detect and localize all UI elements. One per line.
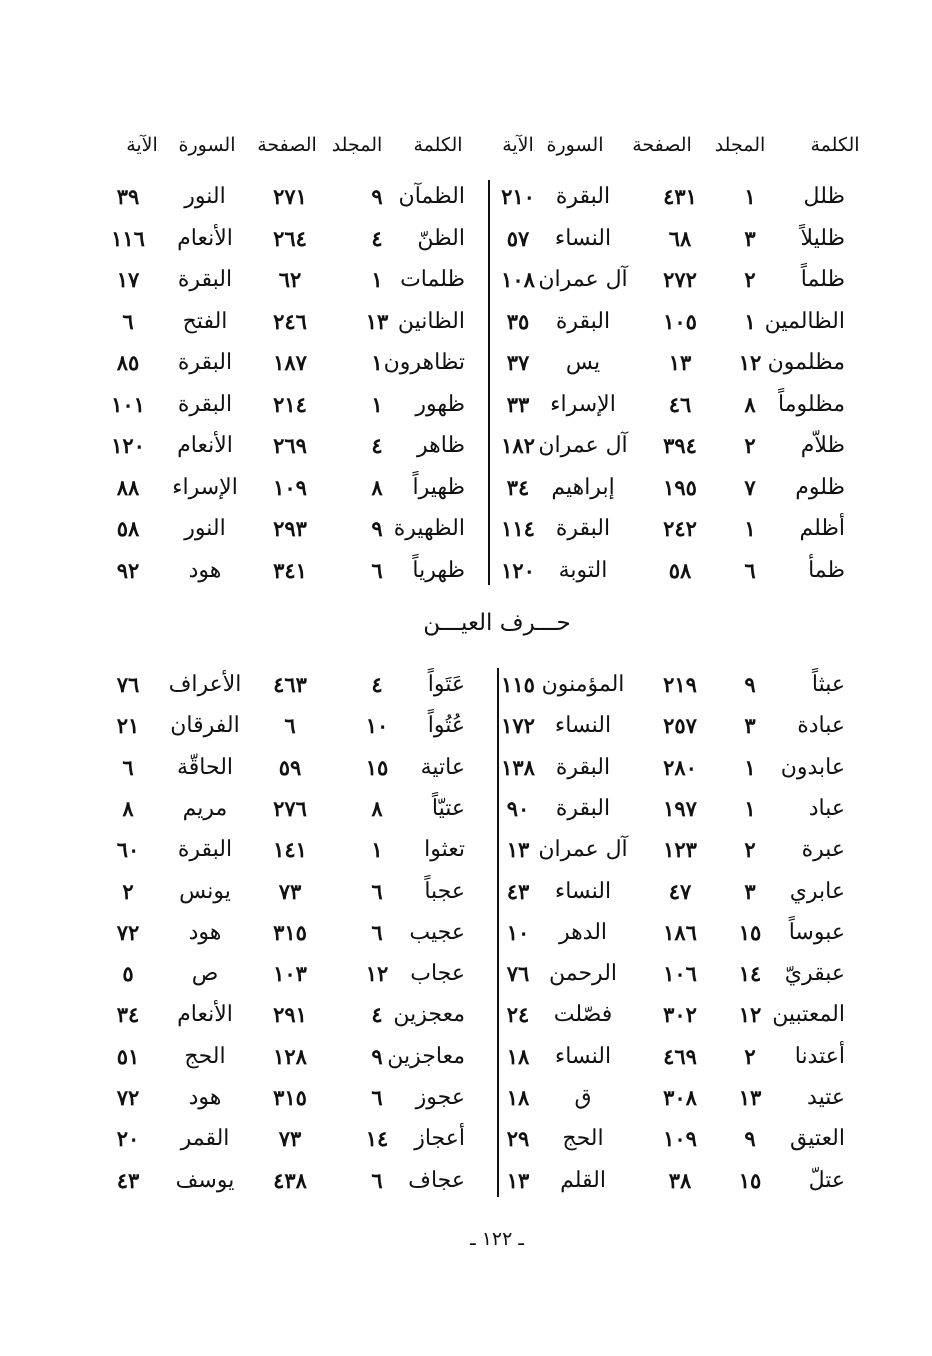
- cell-right-ayah: ٧٦: [506, 961, 530, 987]
- cell-left-ayah: ٨٥: [116, 350, 140, 375]
- cell-right-volume: ٣: [744, 878, 756, 904]
- cell-left-surah: الأنعام: [177, 433, 233, 458]
- cell-left-volume: ٨: [371, 795, 383, 821]
- cell-right-volume: ١٢: [738, 350, 762, 375]
- cell-right-ayah: ٣٧: [506, 350, 530, 375]
- cell-right-surah: يس: [565, 350, 601, 375]
- cell-left-volume: ١: [371, 391, 383, 417]
- cell-right-page: ١٨٦: [663, 919, 697, 945]
- cell-right-page: ٤٧: [668, 878, 692, 904]
- cell-left-surah: البقرة: [177, 391, 233, 417]
- cell-right-surah: البقرة: [555, 516, 611, 541]
- cell-left-volume: ٦: [371, 1167, 383, 1193]
- cell-right-surah: الرحمن: [548, 961, 618, 987]
- cell-right-ayah: ١٠: [506, 919, 530, 945]
- cell-right-page: ١٣: [668, 350, 692, 375]
- header-right-page: الصفحة: [632, 134, 692, 156]
- cell-left-surah: مريم: [182, 795, 228, 821]
- cell-right-surah: المؤمنون: [541, 672, 625, 697]
- cell-right-word: عبثاً: [811, 672, 845, 697]
- cell-left-ayah: ١٢٠: [111, 433, 145, 458]
- cell-left-word: الظمآن: [398, 184, 465, 209]
- cell-left-word: الظنّ: [417, 225, 465, 251]
- cell-left-surah: الأعراف: [168, 672, 242, 697]
- cell-right-surah: البقرة: [555, 308, 611, 334]
- cell-right-volume: ٢: [744, 837, 756, 863]
- cell-left-surah: الحاقّة: [176, 754, 234, 780]
- cell-right-page: ٥٨: [668, 557, 692, 583]
- cell-left-volume: ١: [371, 267, 383, 292]
- cell-right-surah: الحج: [562, 1126, 604, 1152]
- cell-right-ayah: ١٨٢: [501, 433, 535, 458]
- cell-right-surah: النساء: [554, 225, 612, 251]
- cell-right-ayah: ٣٣: [506, 391, 530, 417]
- header-left-surah: السورة: [178, 134, 236, 156]
- cell-right-surah: التوبة: [558, 557, 608, 583]
- cell-left-word: عاتية: [420, 754, 465, 780]
- cell-right-volume: ٢: [744, 267, 756, 292]
- cell-left-page: ٢٦٤: [273, 225, 307, 251]
- cell-left-word: أعجاز: [414, 1126, 465, 1152]
- cell-right-ayah: ٣٤: [506, 474, 530, 500]
- cell-left-surah: الفرقان: [170, 713, 240, 739]
- cell-left-volume: ١: [371, 350, 383, 375]
- cell-left-page: ٤٦٣: [273, 672, 307, 697]
- cell-right-page: ٢٨٠: [663, 754, 697, 780]
- cell-left-word: عجباً: [424, 878, 465, 904]
- cell-right-volume: ١٣: [738, 1085, 762, 1110]
- cell-left-page: ١٤١: [273, 837, 307, 863]
- cell-left-volume: ١٤: [365, 1126, 389, 1152]
- cell-left-surah: هود: [188, 557, 222, 583]
- cell-left-word: معجزين: [393, 1002, 465, 1028]
- cell-right-volume: ٣: [744, 225, 756, 251]
- cell-left-word: عَتَواً: [427, 672, 465, 697]
- cell-left-surah: يوسف: [175, 1167, 235, 1193]
- cell-left-page: ٢٧١: [273, 184, 307, 209]
- cell-left-volume: ٦: [371, 919, 383, 945]
- cell-left-ayah: ٦٠: [116, 837, 140, 863]
- cell-left-ayah: ٤٣: [116, 1167, 140, 1193]
- cell-right-page: ١٩٧: [663, 795, 697, 821]
- cell-left-surah: البقرة: [177, 350, 233, 375]
- cell-left-volume: ١: [371, 837, 383, 863]
- cell-right-page: ٢٥٧: [663, 713, 697, 739]
- cell-right-volume: ١: [744, 308, 756, 334]
- cell-right-volume: ٣: [744, 713, 756, 739]
- cell-left-ayah: ١٧: [116, 267, 140, 292]
- cell-left-page: ٦: [284, 713, 296, 739]
- cell-right-word: ظلوم: [795, 474, 845, 500]
- cell-left-volume: ١٢: [365, 961, 389, 987]
- cell-right-word: ظلاّم: [800, 433, 845, 458]
- cell-left-page: ٤٣٨: [273, 1167, 307, 1193]
- cell-left-word: الظانين: [397, 308, 465, 334]
- cell-left-ayah: ٥: [122, 961, 134, 987]
- cell-left-word: عجاف: [408, 1167, 465, 1193]
- cell-left-ayah: ٥٨: [116, 516, 140, 541]
- cell-right-word: الظالمين: [764, 308, 845, 334]
- cell-right-ayah: ١٢٠: [501, 557, 535, 583]
- cell-right-surah: آل عمران: [538, 837, 628, 863]
- cell-right-word: ظلماً: [800, 267, 845, 292]
- cell-right-page: ١٩٥: [663, 474, 697, 500]
- cell-right-volume: ٢: [744, 1043, 756, 1069]
- cell-left-surah: الإسراء: [172, 474, 238, 500]
- cell-right-word: عابدون: [780, 754, 845, 780]
- cell-left-surah: القمر: [180, 1126, 230, 1152]
- cell-left-volume: ١٠: [365, 713, 389, 739]
- cell-right-volume: ١: [744, 795, 756, 821]
- cell-left-page: ٧٣: [278, 878, 302, 904]
- cell-left-word: معاجزين: [387, 1043, 465, 1069]
- cell-right-word: ظليلاً: [800, 225, 845, 251]
- cell-right-volume: ٦: [744, 557, 756, 583]
- header-right-volume: المجلد: [714, 134, 766, 156]
- cell-right-ayah: ٩٠: [506, 795, 530, 821]
- cell-right-page: ١٠٩: [663, 1126, 697, 1152]
- section-title: حـــرف العيـــن: [423, 610, 571, 636]
- cell-left-volume: ١٣: [365, 308, 389, 334]
- cell-left-volume: ٦: [371, 557, 383, 583]
- column-divider: [488, 180, 490, 585]
- cell-left-ayah: ٩٢: [116, 557, 140, 583]
- cell-right-word: عابري: [789, 878, 845, 904]
- cell-right-page: ٦٨: [668, 225, 692, 251]
- cell-right-page: ٢١٩: [663, 672, 697, 697]
- cell-right-page: ٢٤٢: [663, 516, 697, 541]
- cell-left-volume: ٩: [371, 1043, 383, 1069]
- cell-right-ayah: ١١٥: [501, 672, 535, 697]
- cell-left-page: ٣١٥: [273, 1085, 307, 1110]
- cell-left-volume: ٩: [371, 516, 383, 541]
- cell-right-word: العتيق: [789, 1126, 845, 1152]
- cell-right-ayah: ١٠٨: [501, 267, 535, 292]
- cell-right-ayah: ١٧٢: [501, 713, 535, 739]
- cell-left-ayah: ٢١: [116, 713, 140, 739]
- cell-left-word: عُتُواً: [427, 713, 465, 739]
- cell-right-word: عباد: [808, 795, 845, 821]
- header-right-word: الكلمة: [810, 134, 860, 156]
- cell-left-page: ٢٧٦: [273, 795, 307, 821]
- cell-left-ayah: ٧٢: [116, 1085, 140, 1110]
- cell-left-volume: ٤: [371, 225, 383, 251]
- cell-right-ayah: ١١٤: [501, 516, 535, 541]
- header-right-surah: السورة: [546, 134, 604, 156]
- cell-left-surah: ص: [191, 961, 219, 987]
- cell-right-page: ٤٦: [668, 391, 692, 417]
- cell-left-page: ٢١٤: [273, 391, 307, 417]
- cell-right-page: ٣٩٤: [663, 433, 697, 458]
- cell-left-word: تظاهرون: [383, 350, 465, 375]
- cell-right-surah: البقرة: [555, 795, 611, 821]
- cell-left-page: ٦٢: [278, 267, 302, 292]
- cell-left-page: ٧٣: [278, 1126, 302, 1152]
- cell-left-volume: ٦: [371, 878, 383, 904]
- cell-right-volume: ١: [744, 754, 756, 780]
- cell-right-ayah: ٢٩: [506, 1126, 530, 1152]
- cell-right-page: ١٠٥: [663, 308, 697, 334]
- cell-right-volume: ٩: [744, 1126, 756, 1152]
- cell-left-volume: ٤: [371, 1002, 383, 1028]
- cell-right-page: ٣٠٢: [663, 1002, 697, 1028]
- cell-right-ayah: ٢٤: [506, 1002, 530, 1028]
- header-left-page: الصفحة: [257, 134, 317, 156]
- cell-right-volume: ١٥: [738, 919, 762, 945]
- cell-left-surah: الفتح: [182, 308, 228, 334]
- cell-right-word: مظلمون: [767, 350, 845, 375]
- cell-left-page: ٢٩١: [273, 1002, 307, 1028]
- cell-right-surah: النساء: [554, 878, 612, 904]
- header-right-ayah: الآية: [502, 134, 534, 156]
- cell-left-page: ٢٤٦: [273, 308, 307, 334]
- cell-right-volume: ١: [744, 184, 756, 209]
- cell-right-volume: ٢: [744, 433, 756, 458]
- cell-left-word: عجوز: [415, 1085, 465, 1110]
- cell-right-word: عبادة: [797, 713, 845, 739]
- cell-right-volume: ١٥: [738, 1167, 762, 1193]
- cell-left-ayah: ٧٢: [116, 919, 140, 945]
- cell-right-word: ظلل: [803, 184, 845, 209]
- cell-right-surah: آل عمران: [538, 267, 628, 292]
- cell-left-surah: البقرة: [177, 267, 233, 292]
- cell-left-surah: الأنعام: [177, 225, 233, 251]
- cell-right-word: عبرة: [801, 837, 845, 863]
- cell-left-word: تعثوا: [424, 837, 465, 863]
- cell-left-surah: هود: [188, 1085, 222, 1110]
- column-divider: [497, 668, 499, 1197]
- cell-left-word: عتيّاً: [431, 795, 465, 821]
- cell-left-surah: يونس: [179, 878, 231, 904]
- cell-right-surah: النساء: [554, 1043, 612, 1069]
- cell-right-word: أظلم: [799, 516, 845, 541]
- cell-left-page: ١٠٣: [273, 961, 307, 987]
- cell-left-ayah: ١٠١: [111, 391, 145, 417]
- cell-right-word: عتلّ: [808, 1167, 845, 1193]
- cell-left-surah: الأنعام: [177, 1002, 233, 1028]
- cell-right-ayah: ٣٥: [506, 308, 530, 334]
- cell-left-surah: البقرة: [177, 837, 233, 863]
- cell-left-page: ٥٩: [278, 754, 302, 780]
- cell-left-surah: النور: [184, 184, 226, 209]
- cell-right-volume: ٧: [744, 474, 756, 500]
- cell-right-ayah: ٢١٠: [501, 184, 535, 209]
- cell-left-surah: النور: [184, 516, 226, 541]
- cell-left-ayah: ٦: [122, 308, 134, 334]
- cell-right-surah: النساء: [554, 713, 612, 739]
- cell-left-page: ٢٦٩: [273, 433, 307, 458]
- cell-left-page: ١٢٨: [273, 1043, 307, 1069]
- page-number: ـ ١٢٢ ـ: [470, 1228, 524, 1250]
- cell-right-ayah: ١٨: [506, 1043, 530, 1069]
- cell-left-word: الظهيرة: [393, 516, 465, 541]
- cell-right-surah: الدهر: [558, 919, 608, 945]
- cell-left-word: ظهور: [415, 391, 465, 417]
- cell-left-volume: ٦: [371, 1085, 383, 1110]
- cell-right-word: مظلوماً: [778, 391, 845, 417]
- cell-left-volume: ٤: [371, 672, 383, 697]
- cell-right-ayah: ١٣: [506, 837, 530, 863]
- cell-right-surah: إبراهيم: [551, 474, 615, 500]
- cell-right-page: ٤٣١: [663, 184, 697, 209]
- cell-right-page: ٢٧٢: [663, 267, 697, 292]
- cell-left-word: ظلمات: [400, 267, 465, 292]
- cell-left-word: ظهيراً: [412, 474, 465, 500]
- cell-right-page: ٣٨: [668, 1167, 692, 1193]
- cell-left-ayah: ٦: [122, 754, 134, 780]
- cell-right-surah: ق: [574, 1085, 592, 1110]
- cell-right-ayah: ٥٧: [506, 225, 530, 251]
- cell-right-page: ١٢٣: [663, 837, 697, 863]
- cell-right-page: ٣٠٨: [663, 1085, 697, 1110]
- cell-right-volume: ١: [744, 516, 756, 541]
- cell-left-ayah: ٣٤: [116, 1002, 140, 1028]
- cell-left-page: ١٠٩: [273, 474, 307, 500]
- cell-right-surah: فصّلت: [553, 1002, 613, 1028]
- cell-right-ayah: ٤٣: [506, 878, 530, 904]
- cell-left-volume: ٤: [371, 433, 383, 458]
- cell-right-word: المعتبين: [772, 1002, 845, 1028]
- cell-left-word: ظاهر: [417, 433, 465, 458]
- cell-right-surah: القلم: [560, 1167, 606, 1193]
- cell-left-volume: ٨: [371, 474, 383, 500]
- header-left-ayah: الآية: [126, 134, 158, 156]
- cell-left-ayah: ٣٩: [116, 184, 140, 209]
- cell-left-page: ١٨٧: [273, 350, 307, 375]
- cell-left-ayah: ٥١: [116, 1043, 140, 1069]
- cell-left-word: عجيب: [409, 919, 465, 945]
- cell-right-ayah: ١٣٨: [501, 754, 535, 780]
- cell-left-surah: الحج: [184, 1043, 226, 1069]
- cell-left-volume: ٩: [371, 184, 383, 209]
- cell-left-word: ظهرياً: [412, 557, 465, 583]
- cell-right-volume: ٩: [744, 672, 756, 697]
- cell-left-ayah: ٢٠: [116, 1126, 140, 1152]
- cell-right-surah: البقرة: [555, 754, 611, 780]
- cell-left-ayah: ٨: [122, 795, 134, 821]
- cell-left-word: عجاب: [410, 961, 465, 987]
- cell-right-surah: الإسراء: [550, 391, 616, 417]
- cell-right-ayah: ١٨: [506, 1085, 530, 1110]
- cell-right-surah: البقرة: [555, 184, 611, 209]
- cell-right-volume: ١٢: [738, 1002, 762, 1028]
- cell-right-volume: ١٤: [738, 961, 762, 987]
- cell-right-word: عتيد: [807, 1085, 845, 1110]
- cell-right-page: ١٠٦: [663, 961, 697, 987]
- header-left-word: الكلمة: [413, 134, 463, 156]
- cell-left-ayah: ١١٦: [111, 225, 145, 251]
- cell-left-surah: هود: [188, 919, 222, 945]
- cell-left-ayah: ٨٨: [116, 474, 140, 500]
- cell-right-ayah: ١٣: [506, 1167, 530, 1193]
- cell-left-volume: ١٥: [365, 754, 389, 780]
- cell-left-ayah: ٧٦: [116, 672, 140, 697]
- cell-right-page: ٤٦٩: [663, 1043, 697, 1069]
- cell-right-word: عبقريّ: [784, 961, 845, 987]
- cell-right-surah: آل عمران: [538, 433, 628, 458]
- cell-left-page: ٢٩٣: [273, 516, 307, 541]
- cell-left-page: ٣١٥: [273, 919, 307, 945]
- cell-left-page: ٣٤١: [273, 557, 307, 583]
- cell-right-word: عبوساً: [788, 919, 845, 945]
- cell-right-word: أعتدنا: [794, 1043, 845, 1069]
- cell-left-ayah: ٢: [122, 878, 134, 904]
- header-left-volume: المجلد: [331, 134, 383, 156]
- cell-right-volume: ٨: [744, 391, 756, 417]
- cell-right-word: ظمأ: [808, 557, 845, 583]
